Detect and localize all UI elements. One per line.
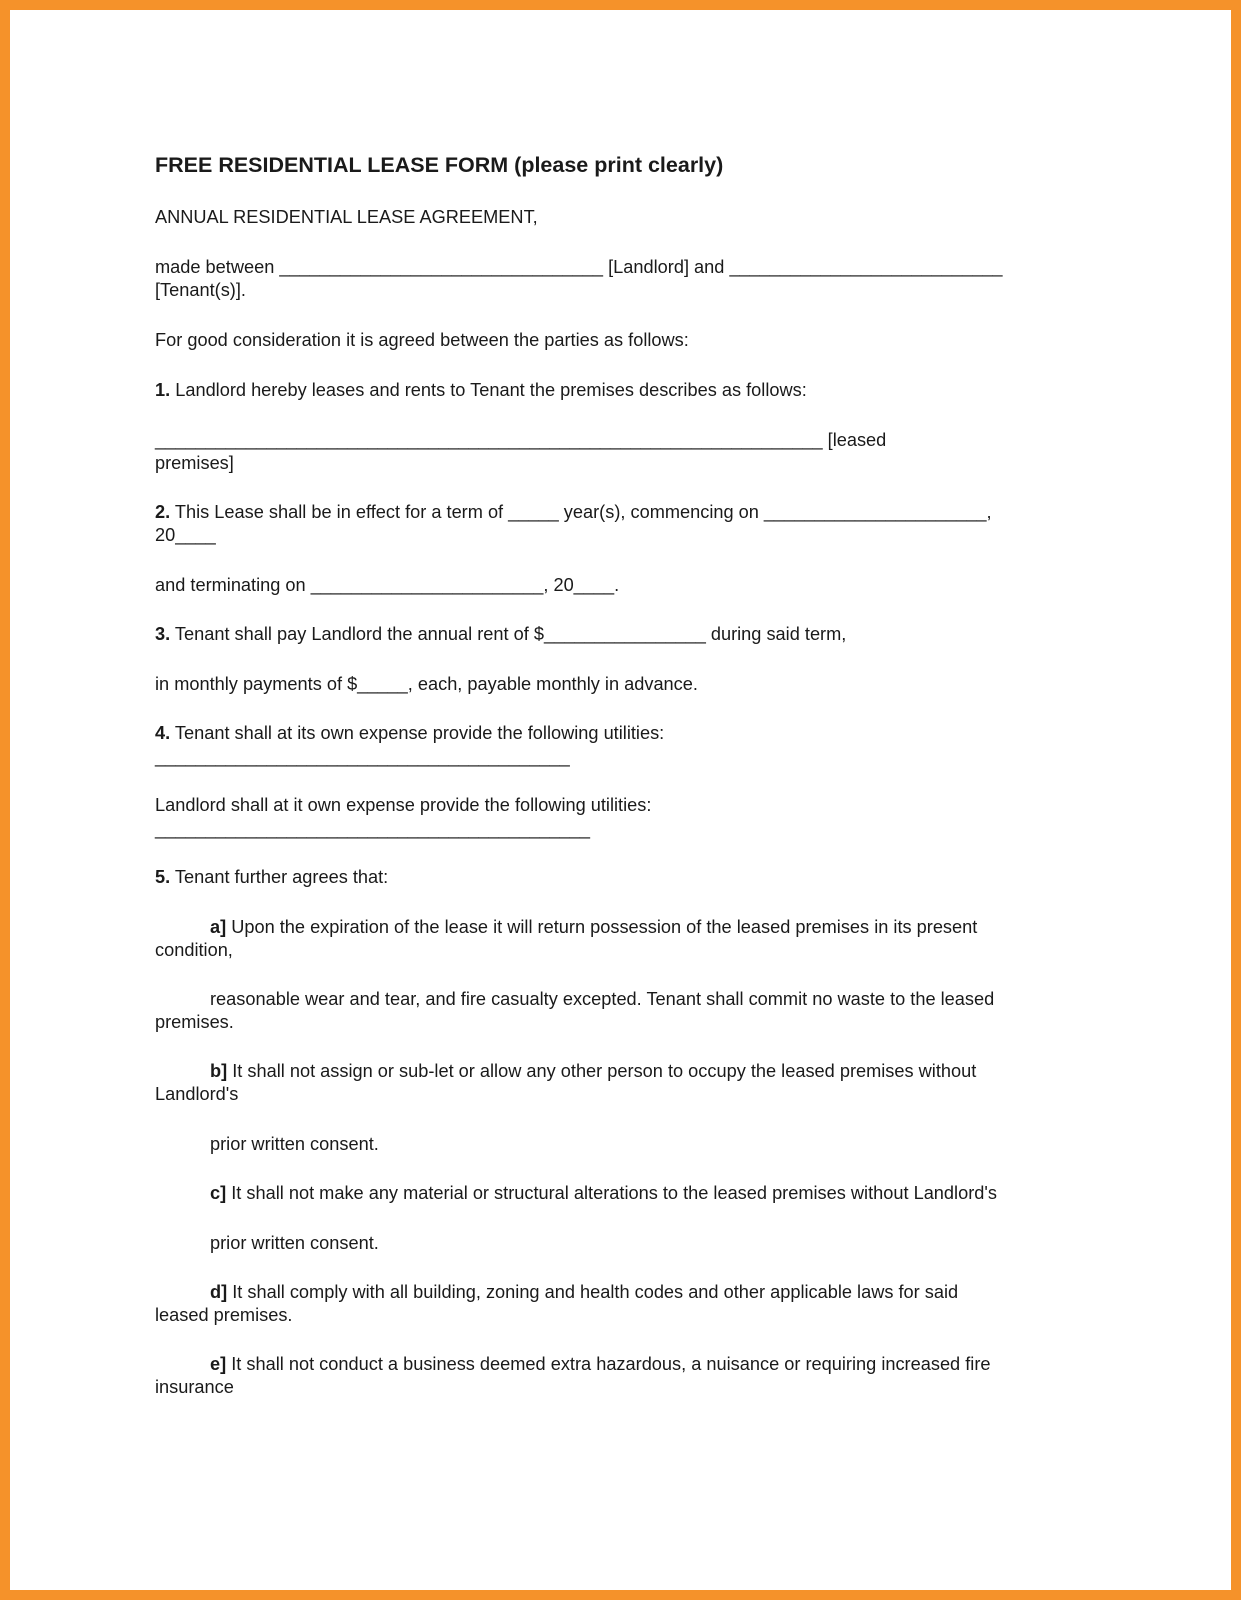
section-4 <box>155 722 664 745</box>
premises-blank-cont: premises] <box>155 453 234 473</box>
section-3 <box>155 623 846 646</box>
section-1 <box>155 379 807 402</box>
agreement-subtitle: ANNUAL RESIDENTIAL LEASE AGREEMENT, <box>155 207 538 227</box>
premises-blank: __________________________________________________________________ [leased <box>155 430 887 450</box>
terminating-line: and terminating on _______________________, 20____. <box>155 575 620 595</box>
parties-line-cont: [Tenant(s)]. <box>155 280 246 300</box>
clause-c-text: It shall not make any material or structural alterations to the leased premises without Landlord's <box>226 1183 997 1203</box>
clause-d <box>155 1281 958 1304</box>
section-2-text: This Lease shall be in effect for a term of _____ year(s), commencing on ______________________, <box>170 502 992 522</box>
consideration-line: For good consideration it is agreed between the parties as follows: <box>155 330 689 350</box>
clause-a-cont: condition, <box>155 940 233 960</box>
clause-a-text: Upon the expiration of the lease it will return possession of the leased premises in its present <box>226 917 978 937</box>
clause-e-text: It shall not conduct a business deemed extra hazardous, a nuisance or requiring increased fire <box>226 1354 991 1374</box>
clause-e-cont: insurance <box>155 1377 234 1397</box>
clause-c2: prior written consent. <box>210 1233 379 1253</box>
parties-line: made between ________________________________ [Landlord] and ___________________________ <box>155 257 1003 277</box>
monthly-payments-line: in monthly payments of $_____, each, payable monthly in advance. <box>155 674 698 694</box>
clause-b <box>155 1060 976 1083</box>
landlord-utilities-line: Landlord shall at it own expense provide the following utilities: <box>155 795 652 815</box>
clause-a <box>155 916 977 939</box>
section-1-number: 1. <box>155 380 171 400</box>
clause-a-label: a] <box>210 917 227 937</box>
clause-d-text: It shall comply with all building, zoning and health codes and other applicable laws for said <box>227 1282 959 1302</box>
section-3-number: 3. <box>155 624 171 644</box>
section-5-text: Tenant further agrees that: <box>170 867 389 887</box>
section-4-text: Tenant shall at its own expense provide the following utilities: <box>170 723 665 743</box>
clause-e <box>155 1353 991 1376</box>
section-3-text: Tenant shall pay Landlord the annual rent of $________________ during said term, <box>170 624 847 644</box>
section-2-number: 2. <box>155 502 171 522</box>
clause-e-label: e] <box>210 1354 227 1374</box>
clause-d-label: d] <box>210 1282 228 1302</box>
section-4-number: 4. <box>155 723 171 743</box>
section-2 <box>155 501 992 524</box>
section-5 <box>155 866 388 889</box>
clause-a2-cont: premises. <box>155 1012 234 1032</box>
clause-c <box>155 1182 997 1205</box>
clause-b-cont: Landlord's <box>155 1084 239 1104</box>
document-title: FREE RESIDENTIAL LEASE FORM (please print clearly) <box>155 153 724 177</box>
section-2-cont: 20____ <box>155 525 216 545</box>
landlord-utilities-blank: ___________________________________________ <box>155 819 590 839</box>
clause-b-label: b] <box>210 1061 228 1081</box>
section-1-text: Landlord hereby leases and rents to Tenant the premises describes as follows: <box>170 380 807 400</box>
clause-b-text: It shall not assign or sub-let or allow any other person to occupy the leased premises without <box>227 1061 977 1081</box>
clause-c-label: c] <box>210 1183 227 1203</box>
tenant-utilities-blank: _________________________________________ <box>155 747 570 767</box>
clause-d-cont: leased premises. <box>155 1305 293 1325</box>
clause-a2: reasonable wear and tear, and fire casualty excepted. Tenant shall commit no waste to the leased <box>210 989 995 1009</box>
section-5-number: 5. <box>155 867 171 887</box>
clause-b2: prior written consent. <box>210 1134 379 1154</box>
